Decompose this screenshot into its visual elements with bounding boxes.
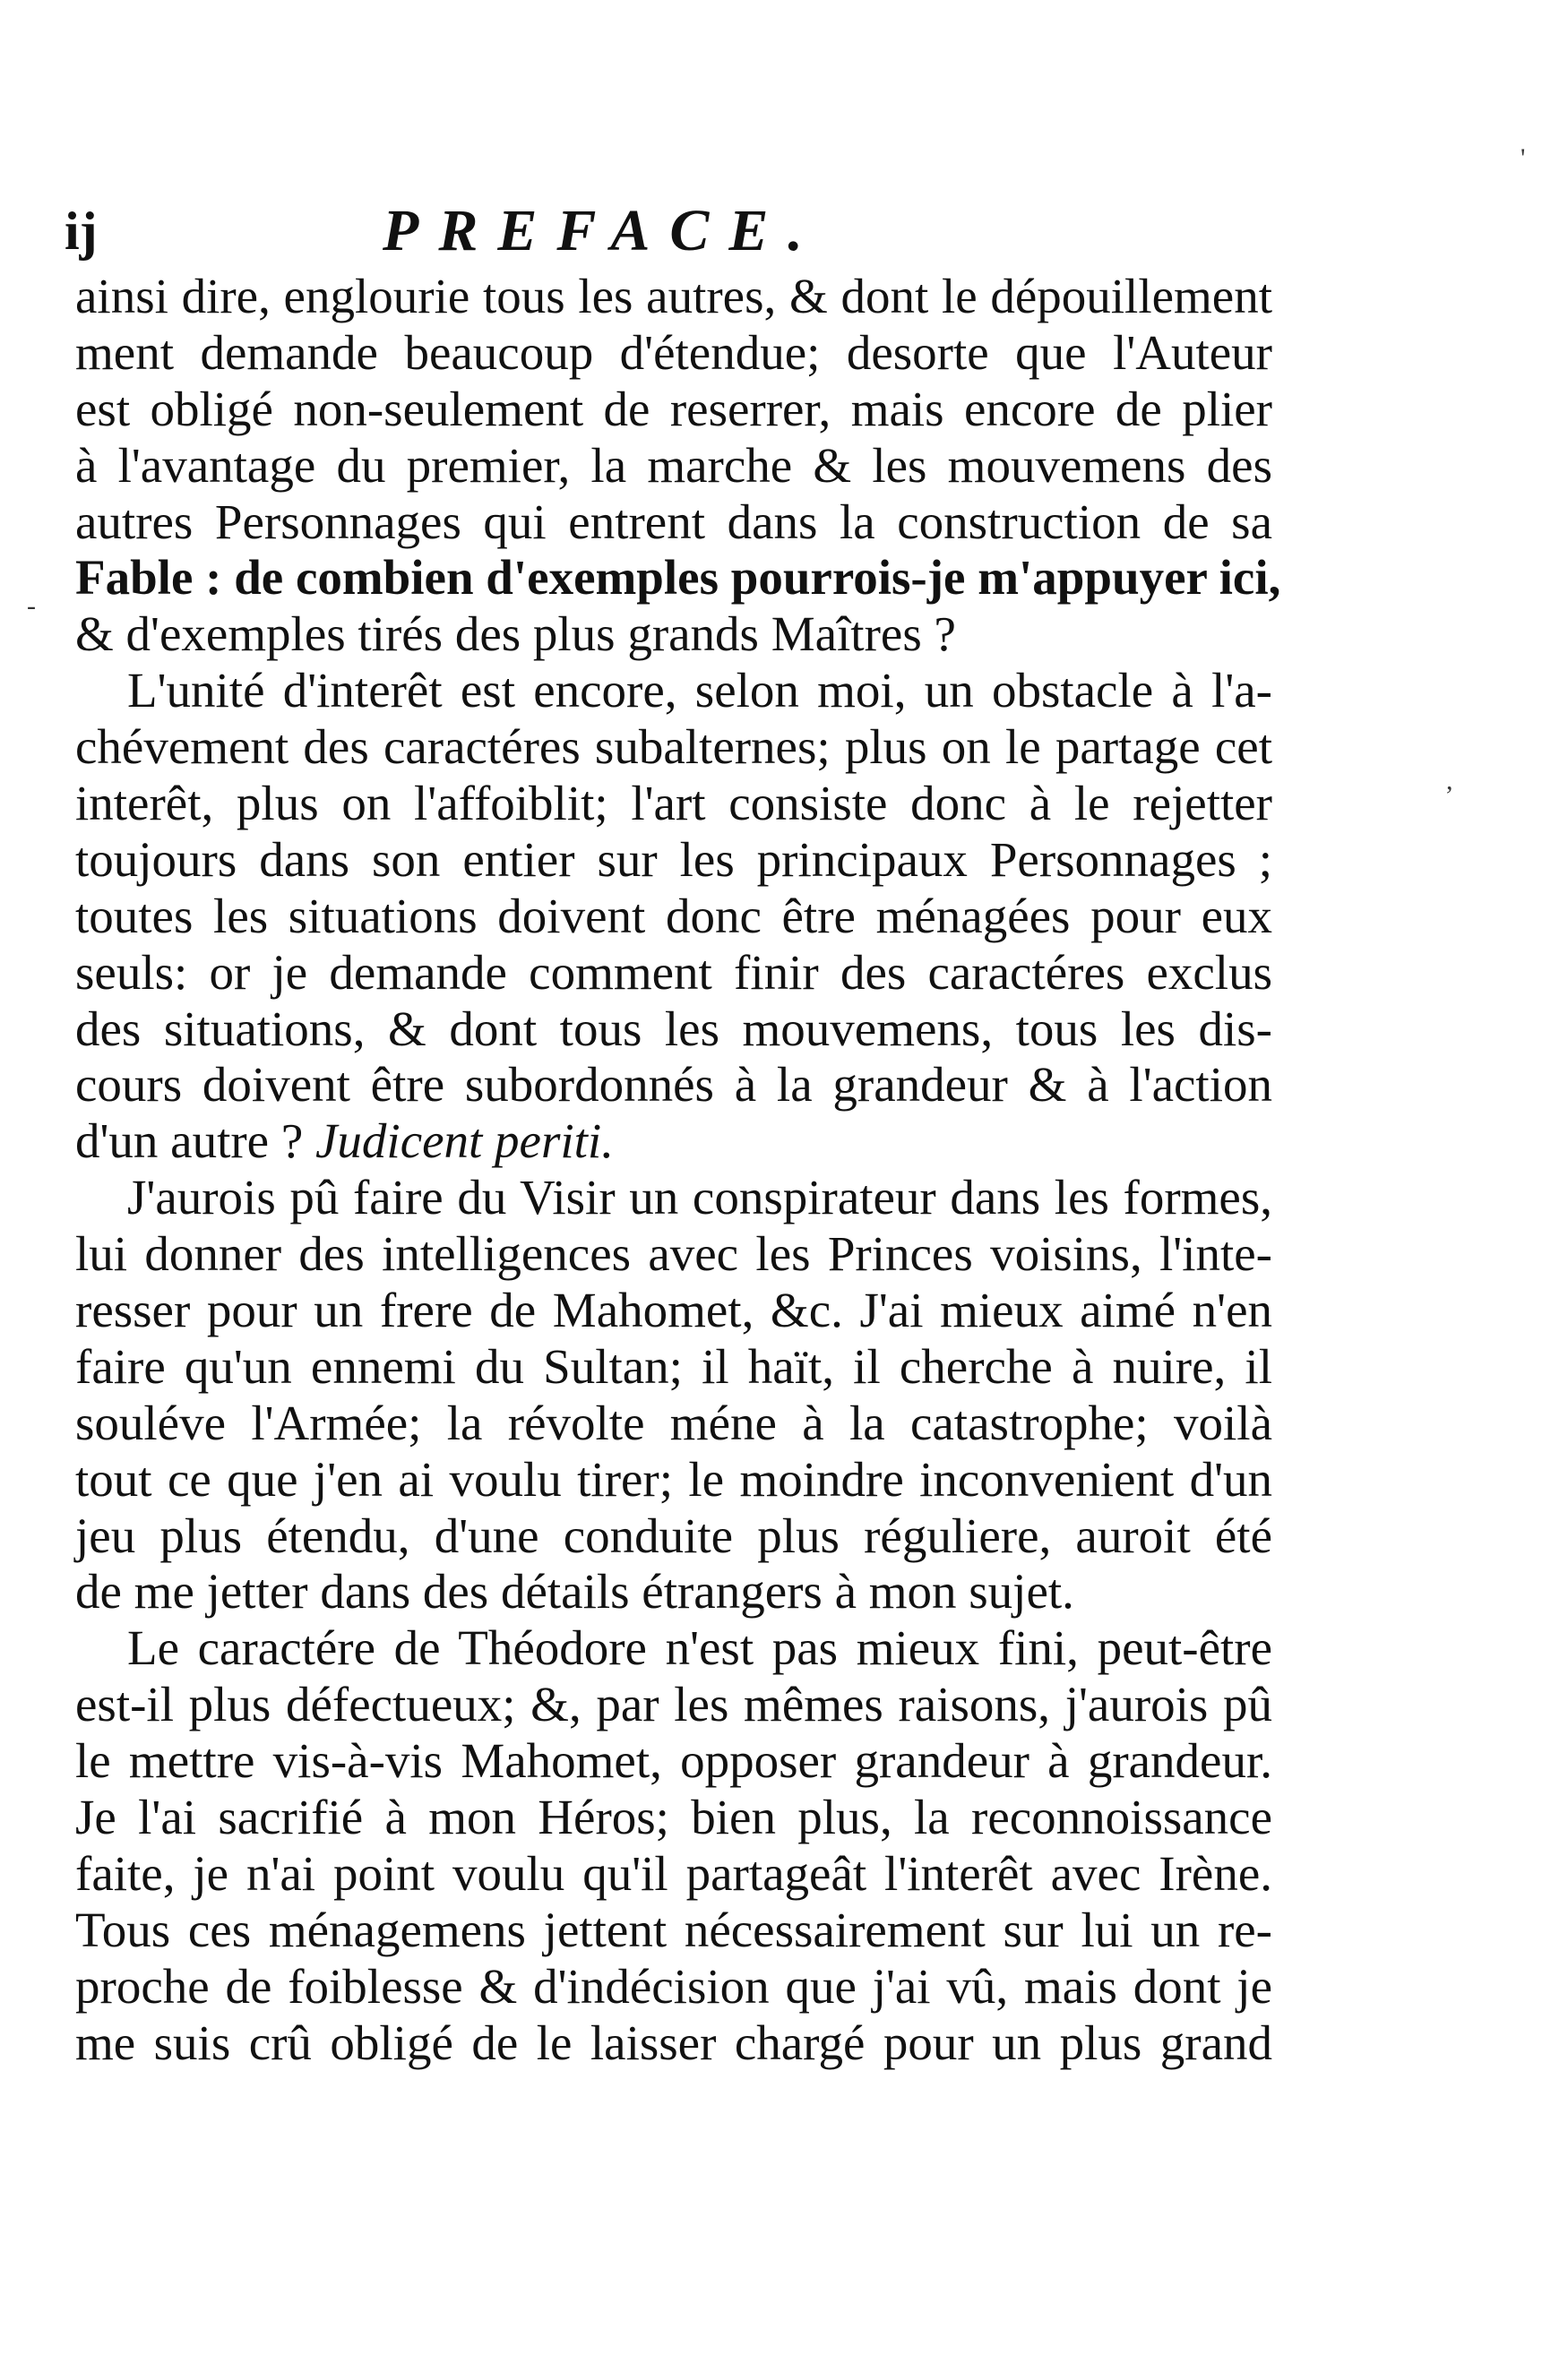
text-line: J'aurois pû faire du Visir un conspirateur dans les formes,: [127, 1170, 1272, 1225]
body-text: [75, 269, 1281, 2072]
text-line: faite, je n'ai point voulu qu'il partageât l'interêt avec Irène.: [75, 1845, 1272, 1901]
text-line: L'unité d'interêt est encore, selon moi, un obstacle à l'a-: [127, 663, 1272, 718]
text-line: est obligé non-seulement de reserrer, mais encore de plier: [75, 381, 1272, 436]
text-line: Je l'ai sacrifié à mon Héros; bien plus, la reconnoissance: [75, 1790, 1272, 1845]
margin-speck: -: [27, 591, 36, 621]
text-line: tout ce que j'en ai voulu tirer; le moindre inconvenient d'un: [75, 1451, 1272, 1507]
text-line: Fable : de combien d'exemples pourrois-je m'appuyer ici,: [75, 550, 1281, 606]
text-line: proche de foiblesse & d'indécision que j'ai vû, mais dont je: [75, 1958, 1272, 2014]
text-line: lui donner des intelligences avec les Princes voisins, l'inte-: [75, 1226, 1272, 1282]
text-line: toujours dans son entier sur les principaux Personnages ;: [75, 831, 1272, 887]
page-number: ij: [65, 202, 98, 261]
page-header: [65, 195, 1301, 267]
text-line: Le caractére de Théodore n'est pas mieux fini, peut-être: [127, 1620, 1272, 1676]
text-line: est-il plus défectueux; &, par les mêmes raisons, j'aurois pû: [75, 1677, 1272, 1732]
running-title: PREFACE.: [383, 198, 823, 263]
text-line: souléve l'Armée; la révolte méne à la catastrophe; voilà: [75, 1395, 1272, 1450]
text-line-with-italic: [75, 1113, 1272, 1170]
text-line: autres Personnages qui entrent dans la construction de sa: [75, 494, 1272, 549]
text-line: faire qu'un ennemi du Sultan; il haït, il cherche à nuire, il: [75, 1338, 1272, 1394]
text-line: le mettre vis-à-vis Mahomet, opposer grandeur à grandeur.: [75, 1733, 1272, 1789]
text-line: des situations, & dont tous les mouvemens, tous les dis-: [75, 1001, 1272, 1056]
text-line: cours doivent être subordonnés à la grandeur & à l'action: [75, 1057, 1272, 1113]
text-line: Tous ces ménagemens jettent nécessairement sur lui un re-: [75, 1902, 1272, 1957]
text-line: ainsi dire, englourie tous les autres, & dont le dépouillement: [75, 269, 1272, 323]
text-line: chévement des caractéres subalternes; plus on le partage cet: [75, 719, 1272, 775]
text-line: toutes les situations doivent donc être ménagées pour eux: [75, 888, 1272, 943]
italic-phrase: Judicent periti.: [315, 1113, 614, 1169]
text-line: seuls: or je demande comment finir des caractéres exclus: [75, 944, 1272, 1000]
margin-speck: ': [1520, 143, 1526, 173]
text-line: jeu plus étendu, d'une conduite plus réguliere, auroit été: [75, 1508, 1272, 1563]
margin-speck: ,: [1446, 766, 1453, 795]
text-line: resser pour un frere de Mahomet, &c. J'ai mieux aimé n'en: [75, 1283, 1272, 1338]
text-line: & d'exemples tirés des plus grands Maîtres ?: [75, 606, 956, 662]
text-line: ment demande beaucoup d'étendue; desorte que l'Auteur: [75, 324, 1272, 380]
text-line: de me jetter dans des détails étrangers à mon sujet.: [75, 1564, 1074, 1620]
text-line: à l'avantage du premier, la marche & les mouvemens des: [75, 437, 1272, 493]
text-line-start: d'un autre ?: [75, 1113, 304, 1169]
text-line: interêt, plus on l'affoiblit; l'art consiste donc à le rejetter: [75, 776, 1272, 831]
text-line: me suis crû obligé de le laisser chargé pour un plus grand: [75, 2015, 1272, 2070]
